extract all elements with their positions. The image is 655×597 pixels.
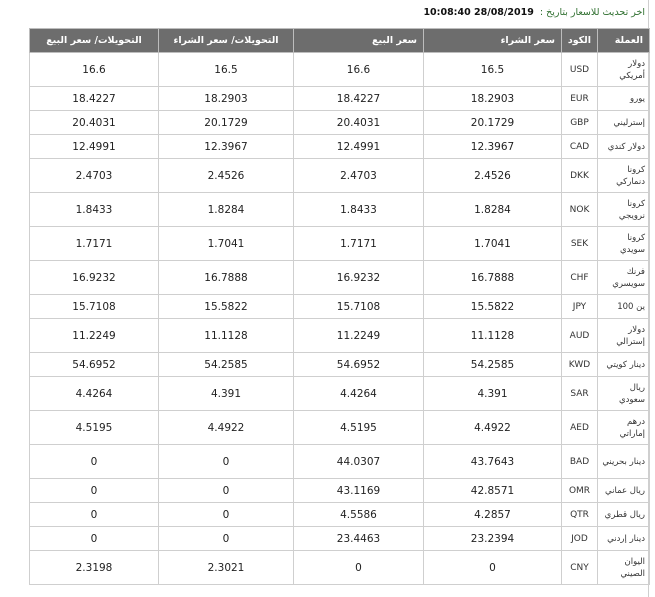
transfer-buy-cell: 54.2585 xyxy=(159,353,294,377)
transfer-buy-cell: 20.1729 xyxy=(159,111,294,135)
transfer-buy-cell: 16.7888 xyxy=(159,261,294,295)
currency-code-cell: AUD xyxy=(562,319,598,353)
transfer-buy-cell: 0 xyxy=(159,527,294,551)
transfer-sell-cell: 0 xyxy=(30,527,159,551)
transfer-buy-cell: 0 xyxy=(159,479,294,503)
sell-rate-cell: 15.7108 xyxy=(294,295,424,319)
currency-code-cell: USD xyxy=(562,53,598,87)
last-update-label: اخر تحديث للاسعار بتاريخ : xyxy=(539,7,645,18)
currency-code-cell: DKK xyxy=(562,159,598,193)
table-row xyxy=(30,353,650,377)
currency-code-cell: GBP xyxy=(562,111,598,135)
col-header-buy: سعر الشراء xyxy=(424,29,562,53)
currency-name-cell: كرونا دنماركي xyxy=(598,159,650,193)
buy-rate-cell: 2.4526 xyxy=(424,159,562,193)
table-header-row xyxy=(30,29,650,53)
currency-name-cell: ين 100 xyxy=(598,295,650,319)
transfer-buy-cell: 12.3967 xyxy=(159,135,294,159)
transfer-sell-cell: 16.9232 xyxy=(30,261,159,295)
transfer-buy-cell: 4.391 xyxy=(159,377,294,411)
currency-name-cell: دينار كويتي xyxy=(598,353,650,377)
transfer-sell-cell: 1.7171 xyxy=(30,227,159,261)
transfer-sell-cell: 0 xyxy=(30,479,159,503)
currency-name-cell: دولار كندي xyxy=(598,135,650,159)
last-update-line xyxy=(423,6,645,20)
transfer-buy-cell: 11.1128 xyxy=(159,319,294,353)
transfer-buy-cell: 0 xyxy=(159,503,294,527)
sell-rate-cell: 11.2249 xyxy=(294,319,424,353)
sell-rate-cell: 4.4264 xyxy=(294,377,424,411)
sell-rate-cell: 23.4463 xyxy=(294,527,424,551)
transfer-buy-cell: 2.3021 xyxy=(159,551,294,585)
transfer-buy-cell: 16.5 xyxy=(159,53,294,87)
table-row xyxy=(30,445,650,479)
currency-code-cell: KWD xyxy=(562,353,598,377)
sell-rate-cell: 12.4991 xyxy=(294,135,424,159)
buy-rate-cell: 11.1128 xyxy=(424,319,562,353)
currency-name-cell: اليوان الصيني xyxy=(598,551,650,585)
sell-rate-cell: 44.0307 xyxy=(294,445,424,479)
transfer-buy-cell: 0 xyxy=(159,445,294,479)
currency-name-cell: ريال عماني xyxy=(598,479,650,503)
currency-name-cell: دينار بحريني xyxy=(598,445,650,479)
table-row xyxy=(30,227,650,261)
currency-name-cell: كرونا سويدي xyxy=(598,227,650,261)
table-row xyxy=(30,479,650,503)
sell-rate-cell: 0 xyxy=(294,551,424,585)
buy-rate-cell: 1.8284 xyxy=(424,193,562,227)
currency-code-cell: JOD xyxy=(562,527,598,551)
transfer-buy-cell: 1.7041 xyxy=(159,227,294,261)
sell-rate-cell: 4.5195 xyxy=(294,411,424,445)
sell-rate-cell: 16.6 xyxy=(294,53,424,87)
table-row xyxy=(30,159,650,193)
table-row xyxy=(30,295,650,319)
buy-rate-cell: 20.1729 xyxy=(424,111,562,135)
currency-name-cell: ريال قطري xyxy=(598,503,650,527)
transfer-buy-cell: 15.5822 xyxy=(159,295,294,319)
sell-rate-cell: 1.7171 xyxy=(294,227,424,261)
buy-rate-cell: 4.4922 xyxy=(424,411,562,445)
currency-name-cell: دولار أمريكي xyxy=(598,53,650,87)
buy-rate-cell: 42.8571 xyxy=(424,479,562,503)
transfer-sell-cell: 15.7108 xyxy=(30,295,159,319)
transfer-sell-cell: 4.4264 xyxy=(30,377,159,411)
buy-rate-cell: 16.5 xyxy=(424,53,562,87)
col-header-transfer-buy: التحويلات/ سعر الشراء xyxy=(159,29,294,53)
currency-name-cell: دولار إسترالي xyxy=(598,319,650,353)
transfer-sell-cell: 20.4031 xyxy=(30,111,159,135)
buy-rate-cell: 23.2394 xyxy=(424,527,562,551)
table-row xyxy=(30,261,650,295)
transfer-sell-cell: 12.4991 xyxy=(30,135,159,159)
transfer-sell-cell: 11.2249 xyxy=(30,319,159,353)
currency-code-cell: SAR xyxy=(562,377,598,411)
table-row xyxy=(30,193,650,227)
table-body xyxy=(30,53,650,585)
currency-code-cell: SEK xyxy=(562,227,598,261)
sell-rate-cell: 20.4031 xyxy=(294,111,424,135)
buy-rate-cell: 43.7643 xyxy=(424,445,562,479)
transfer-sell-cell: 2.4703 xyxy=(30,159,159,193)
buy-rate-cell: 1.7041 xyxy=(424,227,562,261)
table-row xyxy=(30,87,650,111)
transfer-sell-cell: 16.6 xyxy=(30,53,159,87)
currency-code-cell: EUR xyxy=(562,87,598,111)
col-header-sell: سعر البيع xyxy=(294,29,424,53)
table-row xyxy=(30,319,650,353)
currency-name-cell: درهم إماراتي xyxy=(598,411,650,445)
currency-name-cell: يورو xyxy=(598,87,650,111)
col-header-currency: العملة xyxy=(598,29,650,53)
buy-rate-cell: 15.5822 xyxy=(424,295,562,319)
table-row xyxy=(30,551,650,585)
buy-rate-cell: 4.391 xyxy=(424,377,562,411)
transfer-sell-cell: 54.6952 xyxy=(30,353,159,377)
transfer-sell-cell: 4.5195 xyxy=(30,411,159,445)
transfer-buy-cell: 4.4922 xyxy=(159,411,294,445)
currency-code-cell: QTR xyxy=(562,503,598,527)
buy-rate-cell: 0 xyxy=(424,551,562,585)
currency-code-cell: CAD xyxy=(562,135,598,159)
currency-code-cell: BAD xyxy=(562,445,598,479)
currency-name-cell: كرونا نرويجي xyxy=(598,193,650,227)
transfer-sell-cell: 0 xyxy=(30,445,159,479)
transfer-sell-cell: 18.4227 xyxy=(30,87,159,111)
sell-rate-cell: 16.9232 xyxy=(294,261,424,295)
buy-rate-cell: 4.2857 xyxy=(424,503,562,527)
currency-code-cell: AED xyxy=(562,411,598,445)
table-row xyxy=(30,503,650,527)
currency-code-cell: OMR xyxy=(562,479,598,503)
table-row xyxy=(30,527,650,551)
transfer-sell-cell: 1.8433 xyxy=(30,193,159,227)
transfer-buy-cell: 1.8284 xyxy=(159,193,294,227)
transfer-sell-cell: 0 xyxy=(30,503,159,527)
sell-rate-cell: 43.1169 xyxy=(294,479,424,503)
buy-rate-cell: 16.7888 xyxy=(424,261,562,295)
currency-code-cell: NOK xyxy=(562,193,598,227)
currency-code-cell: JPY xyxy=(562,295,598,319)
sell-rate-cell: 1.8433 xyxy=(294,193,424,227)
currency-code-cell: CNY xyxy=(562,551,598,585)
currency-code-cell: CHF xyxy=(562,261,598,295)
currency-name-cell: فرنك سويسري xyxy=(598,261,650,295)
table-row xyxy=(30,53,650,87)
sell-rate-cell: 18.4227 xyxy=(294,87,424,111)
transfer-sell-cell: 2.3198 xyxy=(30,551,159,585)
currency-name-cell: ريال سعودي xyxy=(598,377,650,411)
col-header-transfer-sell: التحويلات/ سعر البيع xyxy=(30,29,159,53)
transfer-buy-cell: 18.2903 xyxy=(159,87,294,111)
sell-rate-cell: 2.4703 xyxy=(294,159,424,193)
buy-rate-cell: 18.2903 xyxy=(424,87,562,111)
sell-rate-cell: 54.6952 xyxy=(294,353,424,377)
table-row xyxy=(30,377,650,411)
sell-rate-cell: 4.5586 xyxy=(294,503,424,527)
exchange-rates-table xyxy=(29,28,650,585)
table-row xyxy=(30,411,650,445)
buy-rate-cell: 54.2585 xyxy=(424,353,562,377)
buy-rate-cell: 12.3967 xyxy=(424,135,562,159)
currency-name-cell: دينار إردني xyxy=(598,527,650,551)
currency-name-cell: إسترليني xyxy=(598,111,650,135)
table-row xyxy=(30,111,650,135)
table-row xyxy=(30,135,650,159)
last-update-value: 10:08:40 28/08/2019 xyxy=(423,7,534,18)
col-header-code: الكود xyxy=(562,29,598,53)
transfer-buy-cell: 2.4526 xyxy=(159,159,294,193)
